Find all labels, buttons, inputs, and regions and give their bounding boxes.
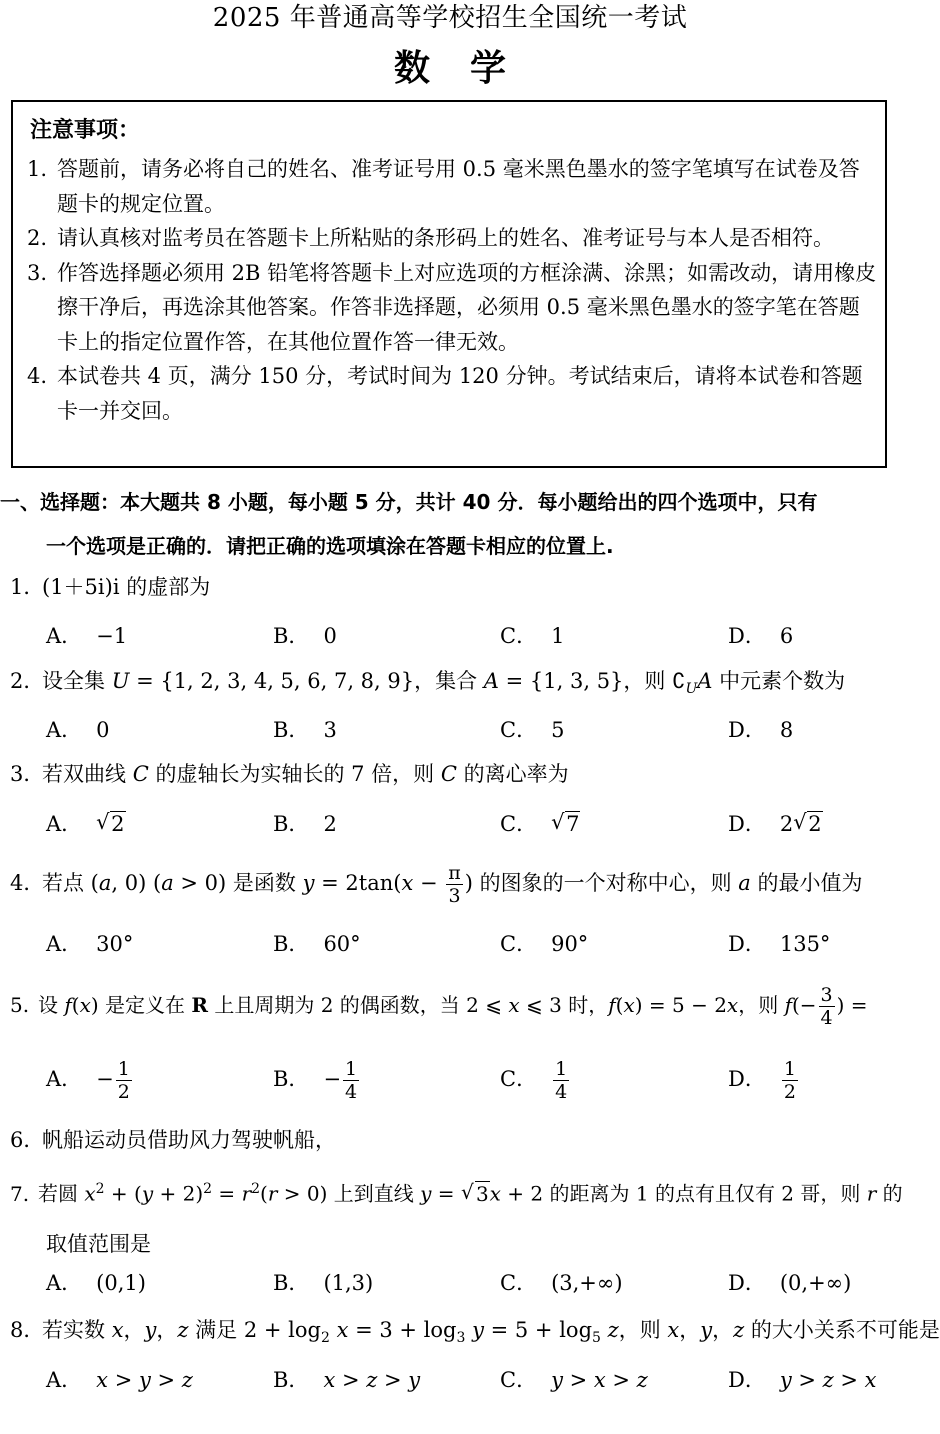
variable: r xyxy=(267,1181,278,1206)
section-header-line-1: 一、选择题：本大题共 8 小题，每小题 5 分，共计 40 分．每小题给出的四个选项中，只有 xyxy=(0,490,818,514)
option-prefix: 2 xyxy=(779,812,794,836)
option-text: (3,+∞) xyxy=(551,1271,623,1295)
notice-item-number: 1. xyxy=(27,157,48,181)
option-letter: B． xyxy=(273,624,310,648)
option-a[interactable] xyxy=(46,924,133,964)
exponent: 2 xyxy=(95,1181,105,1197)
option-letter: A． xyxy=(46,812,83,836)
denominator: 3 xyxy=(448,885,461,907)
question-text: 若实数 xyxy=(42,1318,112,1342)
question-8 xyxy=(0,1314,940,1354)
fraction xyxy=(819,984,835,1029)
question-text: ， xyxy=(123,1318,145,1342)
question-text: 的 xyxy=(876,1181,903,1206)
question-text: ( xyxy=(71,993,80,1017)
question-text: 帆船运动员借助风力驾驶帆船， xyxy=(42,1128,336,1152)
variable: y xyxy=(472,1318,484,1342)
question-text: = 3 + log xyxy=(348,1318,457,1342)
question-text: 的虚轴长为实轴长的 7 倍，则 xyxy=(148,762,441,786)
question-text: ，则 xyxy=(738,993,785,1017)
fraction xyxy=(553,1058,569,1103)
option-text: 8 xyxy=(779,718,794,742)
question-text: + 2) xyxy=(153,1181,204,1206)
question-3 xyxy=(0,758,900,790)
variable: x xyxy=(336,1318,349,1342)
question-number: 4． xyxy=(10,871,45,895)
option-text: 3 xyxy=(323,718,337,742)
option-b[interactable] xyxy=(273,710,337,750)
question-number: 7. xyxy=(10,1181,30,1206)
sqrt-symbol xyxy=(461,1178,490,1210)
option-letter: A． xyxy=(46,1271,83,1295)
question-text: 中元素个数为 xyxy=(712,669,846,693)
notice-item-number: 3. xyxy=(27,260,48,285)
option-letter: C． xyxy=(500,1067,538,1091)
option-letter: B． xyxy=(273,1067,310,1091)
variable: U xyxy=(685,681,698,698)
question-text: = xyxy=(212,1181,242,1206)
option-letter: A． xyxy=(46,1368,83,1392)
denominator: 4 xyxy=(345,1081,358,1103)
option-text: 30° xyxy=(96,932,134,956)
question-number: 5. xyxy=(10,993,30,1017)
option-text: 90° xyxy=(551,932,589,956)
option-a[interactable] xyxy=(46,1360,193,1400)
variable: A xyxy=(483,669,499,693)
notice-box xyxy=(11,100,887,468)
variable: x xyxy=(489,1181,501,1206)
option-a[interactable] xyxy=(46,804,126,844)
question-2 xyxy=(0,665,900,705)
question-stem xyxy=(0,571,900,603)
question-text: ， xyxy=(679,1318,701,1342)
option-text: 2 xyxy=(323,812,337,836)
radicand: 2 xyxy=(111,812,125,836)
variable: a xyxy=(98,871,112,895)
variable: x xyxy=(84,1181,96,1206)
option-b[interactable] xyxy=(273,1263,373,1303)
question-text: ) = xyxy=(836,993,868,1017)
option-d[interactable] xyxy=(728,616,793,656)
log-base: 3 xyxy=(456,1330,466,1347)
variable: r xyxy=(241,1181,252,1206)
notice-item-number: 4. xyxy=(27,364,48,388)
variable: A xyxy=(697,669,713,693)
variable: x xyxy=(726,993,739,1017)
numerator: 1 xyxy=(117,1058,130,1080)
option-text: 135° xyxy=(779,932,831,956)
question-text xyxy=(601,1318,608,1342)
denominator: 2 xyxy=(783,1081,796,1103)
question-number: 2． xyxy=(10,669,45,693)
option-letter: B． xyxy=(273,812,310,836)
question-number: 6． xyxy=(10,1128,45,1152)
question-stem xyxy=(0,665,900,705)
question-text: = 5 + log xyxy=(483,1318,593,1342)
variable: f xyxy=(608,993,616,1017)
question-text: ( xyxy=(615,993,624,1017)
option-text: (1,3) xyxy=(323,1271,374,1295)
option-d[interactable] xyxy=(728,924,830,964)
subject-title: 数学 xyxy=(393,48,546,89)
option-c[interactable] xyxy=(500,804,580,844)
question-stem xyxy=(0,1124,900,1156)
question-5-options xyxy=(46,1058,900,1103)
fraction xyxy=(343,1058,359,1103)
option-c[interactable] xyxy=(500,1058,571,1103)
option-c[interactable] xyxy=(500,616,564,656)
variable: C xyxy=(440,762,457,786)
question-text: 上且周期为 2 的偶函数，当 2 ⩽ xyxy=(208,993,509,1017)
question-text xyxy=(330,1318,337,1342)
denominator: 2 xyxy=(117,1081,130,1103)
option-b[interactable] xyxy=(273,616,337,656)
question-text: + ( xyxy=(104,1181,142,1206)
option-c[interactable] xyxy=(500,1263,623,1303)
option-letter: A． xyxy=(46,932,83,956)
option-d[interactable] xyxy=(728,1263,851,1303)
variable: z xyxy=(177,1318,189,1342)
variable: a xyxy=(738,871,751,895)
question-number: 1． xyxy=(10,575,45,599)
variable: a xyxy=(161,871,174,895)
question-text: 的离心率为 xyxy=(456,762,569,786)
option-letter: B． xyxy=(273,1271,310,1295)
option-letter: B． xyxy=(273,718,310,742)
option-letter: C． xyxy=(500,624,538,648)
option-letter: C． xyxy=(500,932,538,956)
notice-item xyxy=(27,221,877,256)
question-stem xyxy=(0,758,900,790)
question-1 xyxy=(0,571,900,603)
option-d[interactable] xyxy=(728,710,793,750)
option-letter: D． xyxy=(728,1271,766,1295)
notice-item xyxy=(27,256,877,360)
question-text: = {1, 3, 5}，则 ∁ xyxy=(498,669,686,693)
option-text: 1 xyxy=(551,624,565,648)
notice-item xyxy=(27,152,877,221)
exponent: 2 xyxy=(203,1181,213,1197)
option-letter: C． xyxy=(500,812,538,836)
question-1-options xyxy=(46,616,900,656)
variable: U xyxy=(111,669,130,693)
radicand: 7 xyxy=(566,812,580,836)
option-a[interactable] xyxy=(46,1058,134,1103)
variable: x xyxy=(79,993,91,1017)
question-text: > 0) 上到直线 xyxy=(277,1181,421,1206)
option-b[interactable] xyxy=(273,804,337,844)
denominator: 4 xyxy=(820,1007,833,1029)
numerator: 3 xyxy=(820,984,833,1006)
question-text: − xyxy=(413,871,445,895)
question-text: ，则 xyxy=(618,1318,668,1342)
numerator: π xyxy=(448,862,461,884)
question-text: , 0) ( xyxy=(111,871,162,895)
question-8-options xyxy=(46,1360,900,1400)
option-letter: B． xyxy=(273,1368,310,1392)
option-letter: D． xyxy=(728,718,766,742)
option-a[interactable] xyxy=(46,1263,146,1303)
question-text: = xyxy=(431,1181,461,1206)
option-b[interactable] xyxy=(273,1058,361,1103)
question-text: 设全集 xyxy=(42,669,112,693)
option-letter: D． xyxy=(728,932,766,956)
option-letter: C． xyxy=(500,1368,538,1392)
option-text: y > z > x xyxy=(779,1368,877,1392)
question-stem xyxy=(0,1314,940,1354)
option-text: 6 xyxy=(779,624,794,648)
option-text: 0 xyxy=(96,718,110,742)
variable: r xyxy=(866,1181,877,1206)
question-text: 的大小关系不可能是 xyxy=(744,1318,940,1342)
variable: y xyxy=(420,1181,432,1206)
option-letter: B． xyxy=(273,932,310,956)
option-a[interactable] xyxy=(46,616,127,656)
question-6 xyxy=(0,1124,900,1156)
numerator: 1 xyxy=(555,1058,568,1080)
radicand: 3 xyxy=(475,1181,489,1206)
question-text: ) = 5 − 2 xyxy=(634,993,727,1017)
option-b[interactable] xyxy=(273,924,361,964)
question-text: ( xyxy=(260,1181,268,1206)
option-text: −1 xyxy=(96,624,128,648)
option-d[interactable] xyxy=(728,1058,800,1103)
question-stem xyxy=(0,984,900,1029)
section-header xyxy=(0,480,900,568)
variable: x xyxy=(623,993,635,1017)
notice-item-text: 答题前，请务必将自己的姓名、准考证号用 0.5 毫米黑色墨水的签字笔填写在试卷及答题卡的规定位置。 xyxy=(57,157,860,216)
option-letter: C． xyxy=(500,1271,538,1295)
question-text: > 0) 是函数 xyxy=(173,871,303,895)
denominator: 4 xyxy=(555,1081,568,1103)
log-base: 5 xyxy=(592,1330,601,1347)
notice-item-text: 作答选择题必须用 2B 铅笔将答题卡上对应选项的方框涂满、涂黑；如需改动，请用橡皮擦干净后，再选涂其他答案。作答非选择题，必须用 0.5 毫米黑色墨水的签字笔在答题卡上的指定位置作答，在其他位置作答一律无效。 xyxy=(57,260,877,354)
question-7 xyxy=(0,1173,903,1260)
variable: x xyxy=(401,871,414,895)
option-letter: D． xyxy=(728,624,766,648)
variable: x xyxy=(667,1318,680,1342)
option-text: 5 xyxy=(551,718,565,742)
variable: y xyxy=(302,871,315,895)
fraction xyxy=(782,1058,798,1103)
question-text: ， xyxy=(156,1318,178,1342)
variable: y xyxy=(144,1318,157,1342)
numerator: 1 xyxy=(345,1058,358,1080)
option-text: x > z > y xyxy=(323,1368,421,1392)
real-numbers-symbol: R xyxy=(191,993,209,1017)
exponent: 2 xyxy=(251,1181,261,1197)
question-text: (1＋5i)i 的虚部为 xyxy=(42,575,211,599)
question-text: 若点 ( xyxy=(42,871,99,895)
option-letter: A． xyxy=(46,1067,83,1091)
question-text: ⩽ 3 时， xyxy=(519,993,609,1017)
option-text: (0,+∞) xyxy=(779,1271,852,1295)
option-c[interactable] xyxy=(500,924,588,964)
radicand: 2 xyxy=(808,812,822,836)
question-stem xyxy=(0,862,900,907)
variable: y xyxy=(700,1318,713,1342)
notice-list xyxy=(27,152,877,428)
question-number: 8． xyxy=(10,1318,45,1342)
option-d[interactable] xyxy=(728,1360,877,1400)
question-7-options xyxy=(46,1263,900,1303)
option-a[interactable] xyxy=(46,710,110,750)
question-5 xyxy=(0,984,900,1029)
option-letter: D． xyxy=(728,1368,766,1392)
section-header-line-2: 一个选项是正确的．请把正确的选项填涂在答题卡相应的位置上. xyxy=(46,534,614,558)
option-text: 0 xyxy=(323,624,337,648)
option-d[interactable] xyxy=(728,804,823,844)
option-text: x > y > z xyxy=(96,1368,193,1392)
log-base: 2 xyxy=(320,1330,330,1347)
fraction xyxy=(116,1058,132,1103)
question-text: = {1, 2, 3, 4, 5, 6, 7, 8, 9}，集合 xyxy=(129,669,484,693)
option-c[interactable] xyxy=(500,710,564,750)
notice-heading: 注意事项： xyxy=(30,118,141,143)
question-4-options xyxy=(46,924,900,964)
question-text: ) 是定义在 xyxy=(90,993,192,1017)
question-text: 的最小值为 xyxy=(750,871,863,895)
question-text: ， xyxy=(712,1318,734,1342)
option-c[interactable] xyxy=(500,1360,648,1400)
option-b[interactable] xyxy=(273,1360,420,1400)
option-letter: A． xyxy=(46,718,83,742)
variable: y xyxy=(141,1181,154,1206)
question-text: + 2 的距离为 1 的点有且仅有 2 哥，则 xyxy=(500,1181,867,1206)
variable: C xyxy=(132,762,149,786)
question-text: (− xyxy=(791,993,817,1017)
option-sign: − xyxy=(96,1067,114,1091)
notice-item xyxy=(27,359,877,428)
notice-item-text: 本试卷共 4 页，满分 150 分，考试时间为 120 分钟。考试结束后，请将本试卷和答题卡一并交回。 xyxy=(57,364,863,423)
sqrt-symbol xyxy=(96,804,125,844)
option-sign: − xyxy=(323,1067,342,1091)
variable: x xyxy=(508,993,520,1017)
sqrt-symbol xyxy=(793,804,822,844)
question-text: 若双曲线 xyxy=(42,762,133,786)
question-text: ) 的图象的一个对称中心，则 xyxy=(464,871,739,895)
question-text: 满足 2 + log xyxy=(188,1318,321,1342)
option-letter: D． xyxy=(728,1067,766,1091)
question-4 xyxy=(0,862,900,907)
question-text: = 2tan( xyxy=(314,871,402,895)
question-stem xyxy=(0,1173,903,1210)
variable: x xyxy=(111,1318,124,1342)
variable: z xyxy=(607,1318,619,1342)
question-stem-continued: 取值范围是 xyxy=(46,1231,151,1256)
option-text: (0,1) xyxy=(96,1271,146,1295)
numerator: 1 xyxy=(783,1058,796,1080)
question-3-options xyxy=(46,804,900,844)
option-text: 60° xyxy=(323,932,361,956)
notice-item-text: 请认真核对监考员在答题卡上所粘贴的条形码上的姓名、准考证号与本人是否相符。 xyxy=(57,226,834,250)
variable: z xyxy=(733,1318,745,1342)
variable: f xyxy=(64,993,72,1017)
option-letter: C． xyxy=(500,718,538,742)
question-number: 3． xyxy=(10,762,45,786)
sqrt-symbol xyxy=(551,804,580,844)
question-2-options xyxy=(46,710,900,750)
question-text: 设 xyxy=(38,993,65,1017)
option-text: y > x > z xyxy=(551,1368,648,1392)
exam-title: 2025 年普通高等学校招生全国统一考试 xyxy=(212,3,688,33)
question-text: 若圆 xyxy=(38,1181,85,1206)
option-letter: A． xyxy=(46,624,83,648)
option-letter: D． xyxy=(728,812,766,836)
fraction xyxy=(446,862,463,907)
variable: f xyxy=(784,993,792,1017)
notice-item-number: 2. xyxy=(27,226,48,250)
